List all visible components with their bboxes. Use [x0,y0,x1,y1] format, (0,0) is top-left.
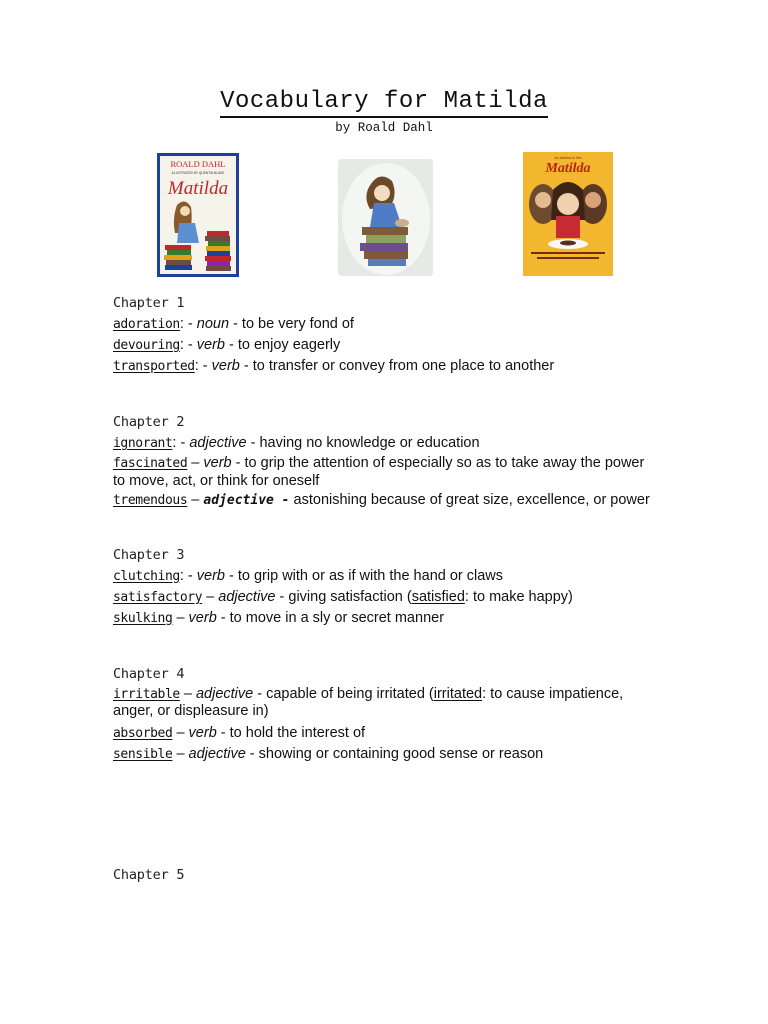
vocab-word: ignorant [113,436,173,451]
vocabulary-list [113,293,653,800]
separator: - [224,567,238,584]
definition: giving satisfaction ( [288,588,412,605]
vocab-word: clutching [113,568,180,584]
separator: – [202,588,219,605]
separator: - [246,435,260,451]
part-of-speech: adjective - [203,493,290,508]
definition: having no knowledge or education [259,435,480,451]
definition: to grip with or as if with the hand or claws [237,567,504,584]
separator: : - [179,316,197,332]
cover-author: ROALD DAHL [170,159,226,169]
separator: - [229,316,242,332]
author-byline: by Roald Dahl [335,121,433,135]
part-of-speech: verb [203,455,232,471]
separator: : - [194,358,212,374]
part-of-speech: verb [211,358,240,374]
separator: - [224,337,238,353]
vocab-word: skulking [113,610,173,626]
part-of-speech: adjective [195,685,254,702]
part-of-speech: noun [196,316,230,332]
definition: to grip the attention of especially so as to take away the power to move, act, or think for oneself [113,455,645,489]
definition: to be very fond of [241,316,354,332]
vocab-entry [113,455,653,490]
part-of-speech: verb [188,724,217,741]
definition: to enjoy eagerly [237,337,341,353]
part-of-speech: verb [188,609,217,626]
vocab-word: devouring [113,338,180,353]
related-word: satisfied [411,588,465,605]
vocab-word: absorbed [113,725,173,741]
vocab-word: fascinated [113,456,188,471]
part-of-speech: adjective [218,588,276,605]
chapter-2-section [113,412,653,510]
chapter-heading: Chapter 2 [113,414,185,430]
definition: to transfer or convey from one place to another [252,358,555,374]
movie-poster-image [523,152,613,276]
chapter-1-section [113,293,653,377]
definition: to hold the interest of [229,724,366,741]
chapter-4-section [113,664,653,765]
separator: : - [179,337,197,353]
separator: - [245,745,259,762]
separator: – [179,685,196,702]
definition: to move in a sly or secret manner [229,609,445,626]
definition: capable of being irritated ( [266,685,434,702]
chapter-heading: Chapter 3 [113,546,185,563]
separator: - [216,724,230,741]
definition: astonishing because of great size, excellence, or power [293,492,650,508]
vocab-word: irritable [113,686,180,702]
book-cover-image [157,153,239,277]
vocab-entry [113,587,653,608]
separator: – [172,609,189,626]
vocab-word: adoration [113,317,180,332]
cover-title: Matilda [167,178,229,199]
separator: - [231,455,245,471]
vocab-word: sensible [113,746,173,762]
separator: - [216,609,230,626]
separator: - [253,685,267,702]
vocab-word: satisfactory [113,589,203,605]
separator: – [187,455,204,471]
vocab-entry [113,314,653,335]
separator: : - [172,435,190,451]
vocab-word: transported [113,359,195,374]
separator: - [275,588,289,605]
cover-illustrator: ILLUSTRATED BY QUENTIN BLAKE [171,171,225,175]
vocab-word: tremendous [113,493,188,508]
separator: – [187,492,204,508]
part-of-speech: adjective [188,745,246,762]
vocab-entry [113,608,653,629]
vocab-entry [113,723,653,744]
vocab-entry [113,492,653,510]
vocab-entry [113,335,653,356]
separator: - [239,358,253,374]
page-title-text: Vocabulary for Matilda [220,88,548,118]
figurine-photo [338,159,433,276]
chapter-heading: Chapter 1 [113,295,185,311]
separator: – [172,745,189,762]
related-word: irritated [433,685,483,702]
vocab-entry [113,566,653,587]
separator: : - [179,567,197,584]
part-of-speech: verb [196,567,225,584]
vocab-entry [113,356,653,377]
vocab-entry [113,744,653,765]
part-of-speech: verb [196,337,225,353]
chapter-5-heading: Chapter 5 [113,867,185,883]
chapter-3-section [113,545,653,629]
definition: showing or containing good sense or reason [258,745,544,762]
related-definition: : to cause impatience, anger, or displeasure in) [113,685,624,719]
vocab-entry [113,686,653,721]
related-definition: : to make happy) [464,588,573,605]
separator: – [172,724,189,741]
chapter-heading: Chapter 4 [113,665,185,682]
part-of-speech: adjective [189,435,247,451]
poster-title: Matilda [545,161,591,176]
page-title [0,88,768,115]
poster-tagline: Au cinéma le film [554,156,582,160]
vocab-entry [113,433,653,454]
